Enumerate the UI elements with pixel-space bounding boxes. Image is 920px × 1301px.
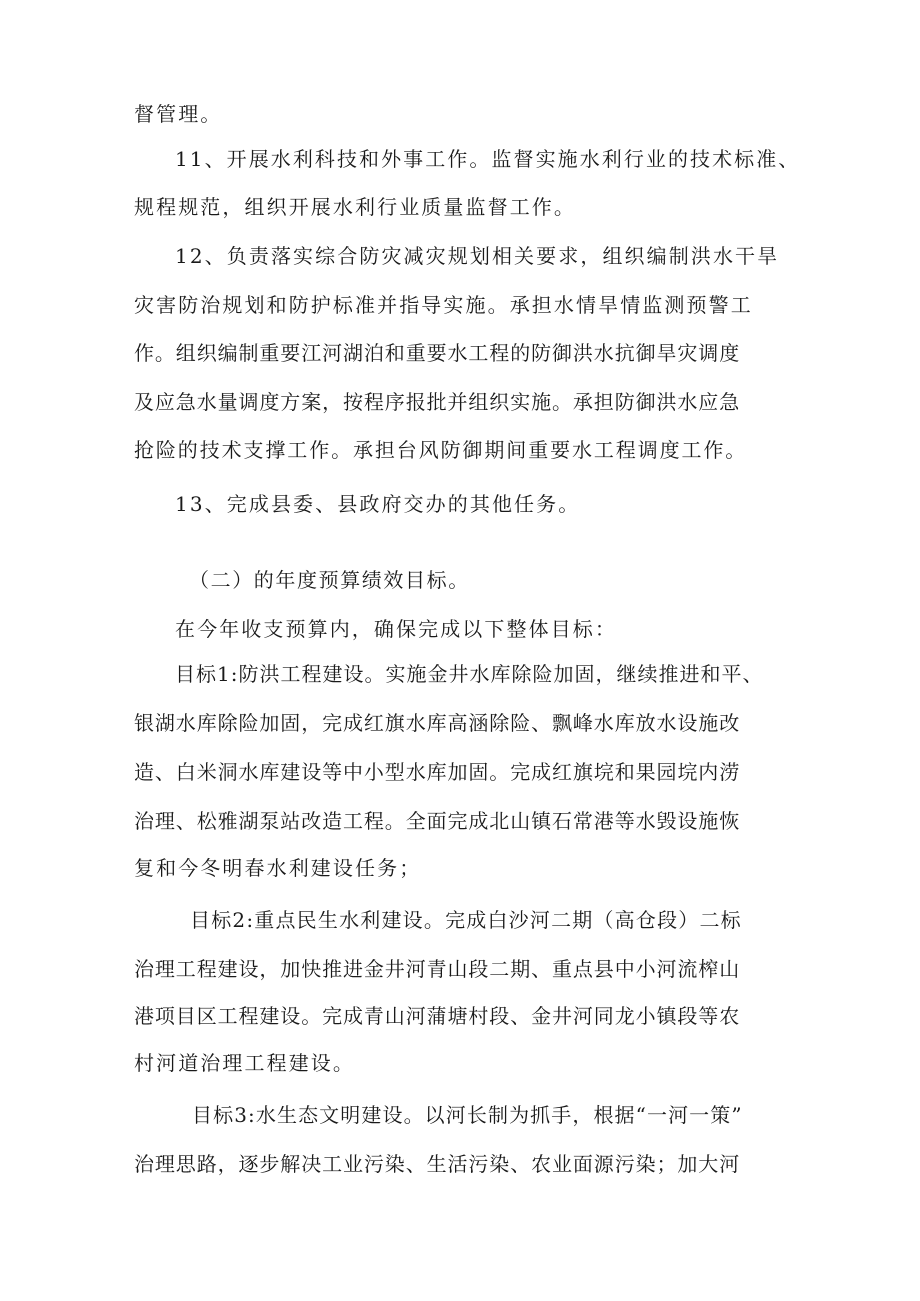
- section-heading: （二）的年度预算绩效目标。: [189, 568, 470, 592]
- text-line: 抢险的技术支撑工作。承担台风防御期间重要水工程调度工作。: [134, 438, 748, 462]
- text-line: 治理、松雅湖泵站改造工程。全面完成北山镇石常港等水毁设施恢: [134, 809, 741, 833]
- text-line: 12、负责落实综合防灾减灾规划相关要求，组织编制洪水干旱: [175, 244, 780, 268]
- text-line: 13、完成县委、县政府交办的其他任务。: [175, 492, 581, 516]
- text-line: 村河道治理工程建设。: [134, 1051, 355, 1075]
- text-line: 银湖水库除险加固，完成红旗水库高涵除险、飘峰水库放水设施改: [134, 711, 741, 735]
- text-line: 规程规范，组织开展水利行业质量监督工作。: [134, 195, 576, 219]
- text-line: 目标1:防洪工程建设。实施金井水库除险加固，继续推进和平、: [175, 662, 764, 686]
- text-line: 11、开展水利科技和外事工作。监督实施水利行业的技术标准、: [175, 147, 801, 171]
- text-line: 目标2:重点民生水利建设。完成白沙河二期（高仓段）二标: [190, 908, 742, 932]
- text-line: 复和今冬明春水利建设任务；: [134, 856, 422, 880]
- text-line: 治理思路，逐步解决工业污染、生活污染、农业面源污染；加大河: [134, 1152, 741, 1176]
- text-line: 督管理。: [134, 102, 223, 126]
- text-line: 作。组织编制重要江河湖泊和重要水工程的防御洪水抗御旱灾调度: [134, 341, 741, 365]
- text-line: 在今年收支预算内，确保完成以下整体目标：: [175, 617, 617, 641]
- text-line: 治理工程建设，加快推进金井河青山段二期、重点县中小河流榨山: [134, 957, 741, 981]
- text-line: 及应急水量调度方案，按程序报批并组织实施。承担防御洪水应急: [134, 390, 741, 414]
- text-line: 目标3:水生态文明建设。以河长制为抓手，根据“一河一策”: [192, 1103, 743, 1127]
- text-line: 造、白米洞水库建设等中小型水库加固。完成红旗垸和果园垸内涝: [134, 760, 741, 784]
- text-line: 港项目区工程建设。完成青山河蒲塘村段、金井河同龙小镇段等农: [134, 1004, 741, 1028]
- text-line: 灾害防治规划和防护标准并指导实施。承担水情旱情监测预警工: [134, 293, 753, 317]
